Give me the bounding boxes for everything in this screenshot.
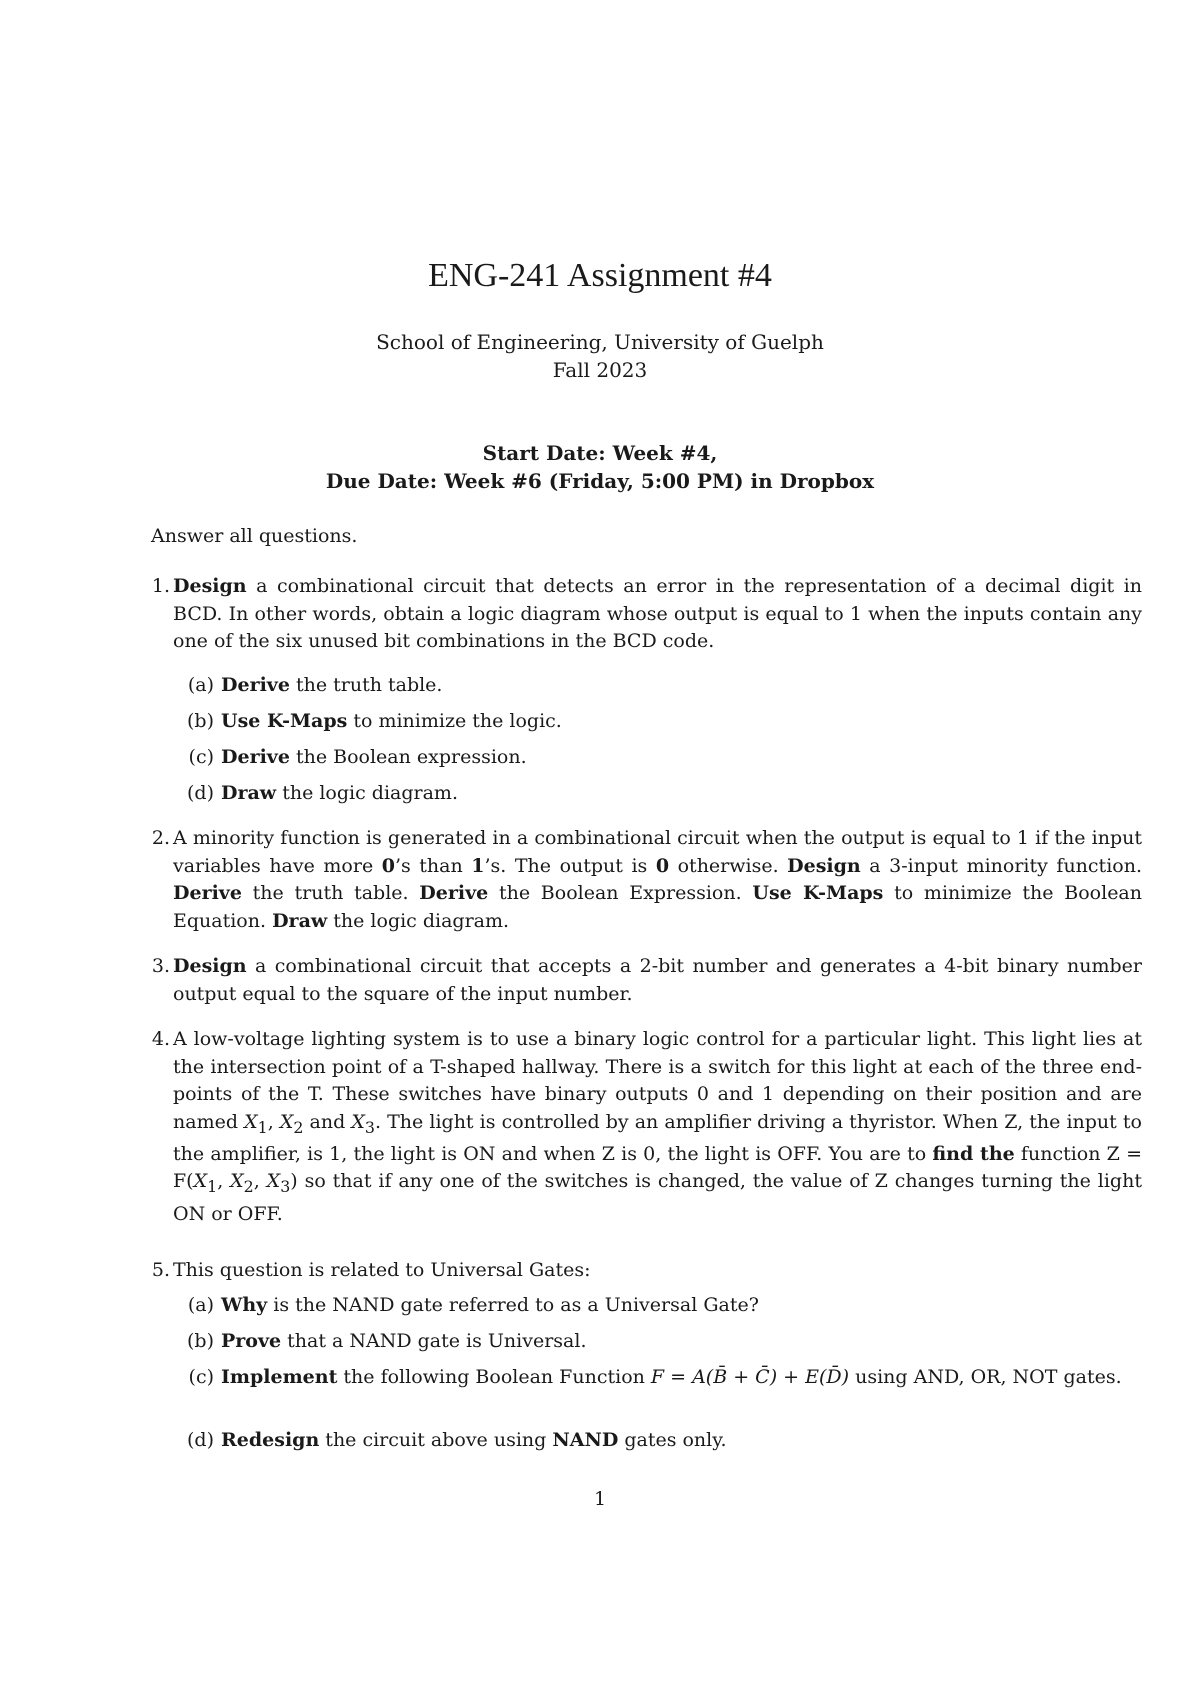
question-number: 4. — [151, 1028, 170, 1050]
boolean-formula: F = A(B̄ + C̄) + E(D̄) — [650, 1366, 850, 1388]
bold-keyword: Design — [173, 955, 247, 977]
part-text: the logic diagram. — [276, 782, 458, 804]
bold-keyword: Why — [221, 1294, 268, 1316]
question-3 — [144, 953, 1142, 1008]
question-number: 2. — [151, 827, 170, 849]
question-number: 5. — [151, 1259, 170, 1281]
part-1a — [174, 672, 1142, 700]
part-5b — [174, 1328, 1142, 1356]
question-text: a combinational circuit that accepts a 2-bit number and generates a 4-bit binary number output equal to the square of the input number. — [173, 955, 1142, 1005]
bold-keyword: Derive — [221, 746, 290, 768]
part-label: (b) — [187, 1330, 214, 1352]
question-body: A minority function is generated in a combinational circuit when the output is equal to 1 if the input variables have more 0’s than 1’s. The output is 0 otherwise. Design a 3-input minority function. Derive the truth table. Derive the Boolean Expression. Use K-Maps to minimize the Boolean Equation. Draw the logic diagram. — [173, 827, 1142, 932]
document-title: ENG-241 Assignment #4 — [428, 257, 772, 294]
part-5c: (c) Implement the following Boolean Function F = A(B̄ + C̄) + E(D̄) using AND, OR, NOT gates. — [174, 1364, 1142, 1392]
school-name: School of Engineering, University of Guelph — [376, 330, 824, 354]
question-number: 1. — [151, 575, 170, 597]
question-2 — [144, 825, 1142, 935]
start-date: Start Date: Week #4, — [482, 441, 718, 465]
question-text: a combinational circuit that detects an error in the representation of a decimal digit in BCD. In other words, obtain a logic diagram whose output is equal to 1 when the inputs contain any one of the six unused bit combinations in the BCD code. — [173, 575, 1142, 652]
part-1d — [174, 780, 1142, 808]
bold-keyword: Draw — [221, 782, 277, 804]
bold-keyword: Redesign — [221, 1429, 320, 1451]
question-4 — [144, 1026, 1142, 1228]
part-5a — [174, 1292, 1142, 1320]
question-number: 3. — [151, 955, 170, 977]
page-number: 1 — [593, 1488, 607, 1510]
question-1 — [144, 573, 1142, 656]
bold-keyword: Implement — [221, 1366, 338, 1388]
intro-text: Answer all questions. — [151, 525, 358, 547]
part-label: (c) — [188, 1366, 214, 1388]
term: Fall 2023 — [552, 358, 648, 382]
bold-keyword: Prove — [221, 1330, 282, 1352]
part-5d: (d) Redesign the circuit above using NAND gates only. — [174, 1427, 1142, 1455]
part-label: (a) — [187, 1294, 214, 1316]
part-1b — [174, 708, 1142, 736]
part-label: (b) — [187, 710, 214, 732]
part-text: to minimize the logic. — [347, 710, 562, 732]
part-1c — [174, 744, 1142, 772]
question-body: A low-voltage lighting system is to use a binary logic control for a particular light. This light lies at the intersection point of a T-shaped hallway. There is a switch for this light at each of the three end-points of the T. These switches have binary outputs 0 and 1 depending on their position and are named $X_1$, $X_2$ and $X_3$. The light is controlled by an amplifier driving a thyristor. When Z, the input to the amplifier, is 1, the light is ON and when Z is 0, the light is OFF. You are to find the function $Z = F(X_1$, $X_2$, $X_3$) so that if any one of the switches is changed, the value of Z changes turning the light ON or OFF. — [173, 1028, 1142, 1225]
part-text: the Boolean expression. — [289, 746, 527, 768]
question-body — [173, 953, 1142, 1008]
part-label: (d) — [187, 782, 214, 804]
question-5 — [144, 1257, 1142, 1285]
part-label: (c) — [188, 746, 214, 768]
part-label: (a) — [187, 674, 214, 696]
bold-keyword: Design — [173, 575, 247, 597]
part-text: that a NAND gate is Universal. — [281, 1330, 587, 1352]
question-body — [173, 573, 1142, 656]
question-body: This question is related to Universal Gates: — [173, 1259, 591, 1281]
due-date: Due Date: Week #6 (Friday, 5:00 PM) in Dropbox — [325, 469, 875, 493]
part-label: (d) — [187, 1429, 214, 1451]
part-text: the truth table. — [289, 674, 443, 696]
bold-keyword: Use K-Maps — [221, 710, 348, 732]
bold-keyword: Derive — [221, 674, 290, 696]
part-text: is the NAND gate referred to as a Universal Gate? — [267, 1294, 759, 1316]
